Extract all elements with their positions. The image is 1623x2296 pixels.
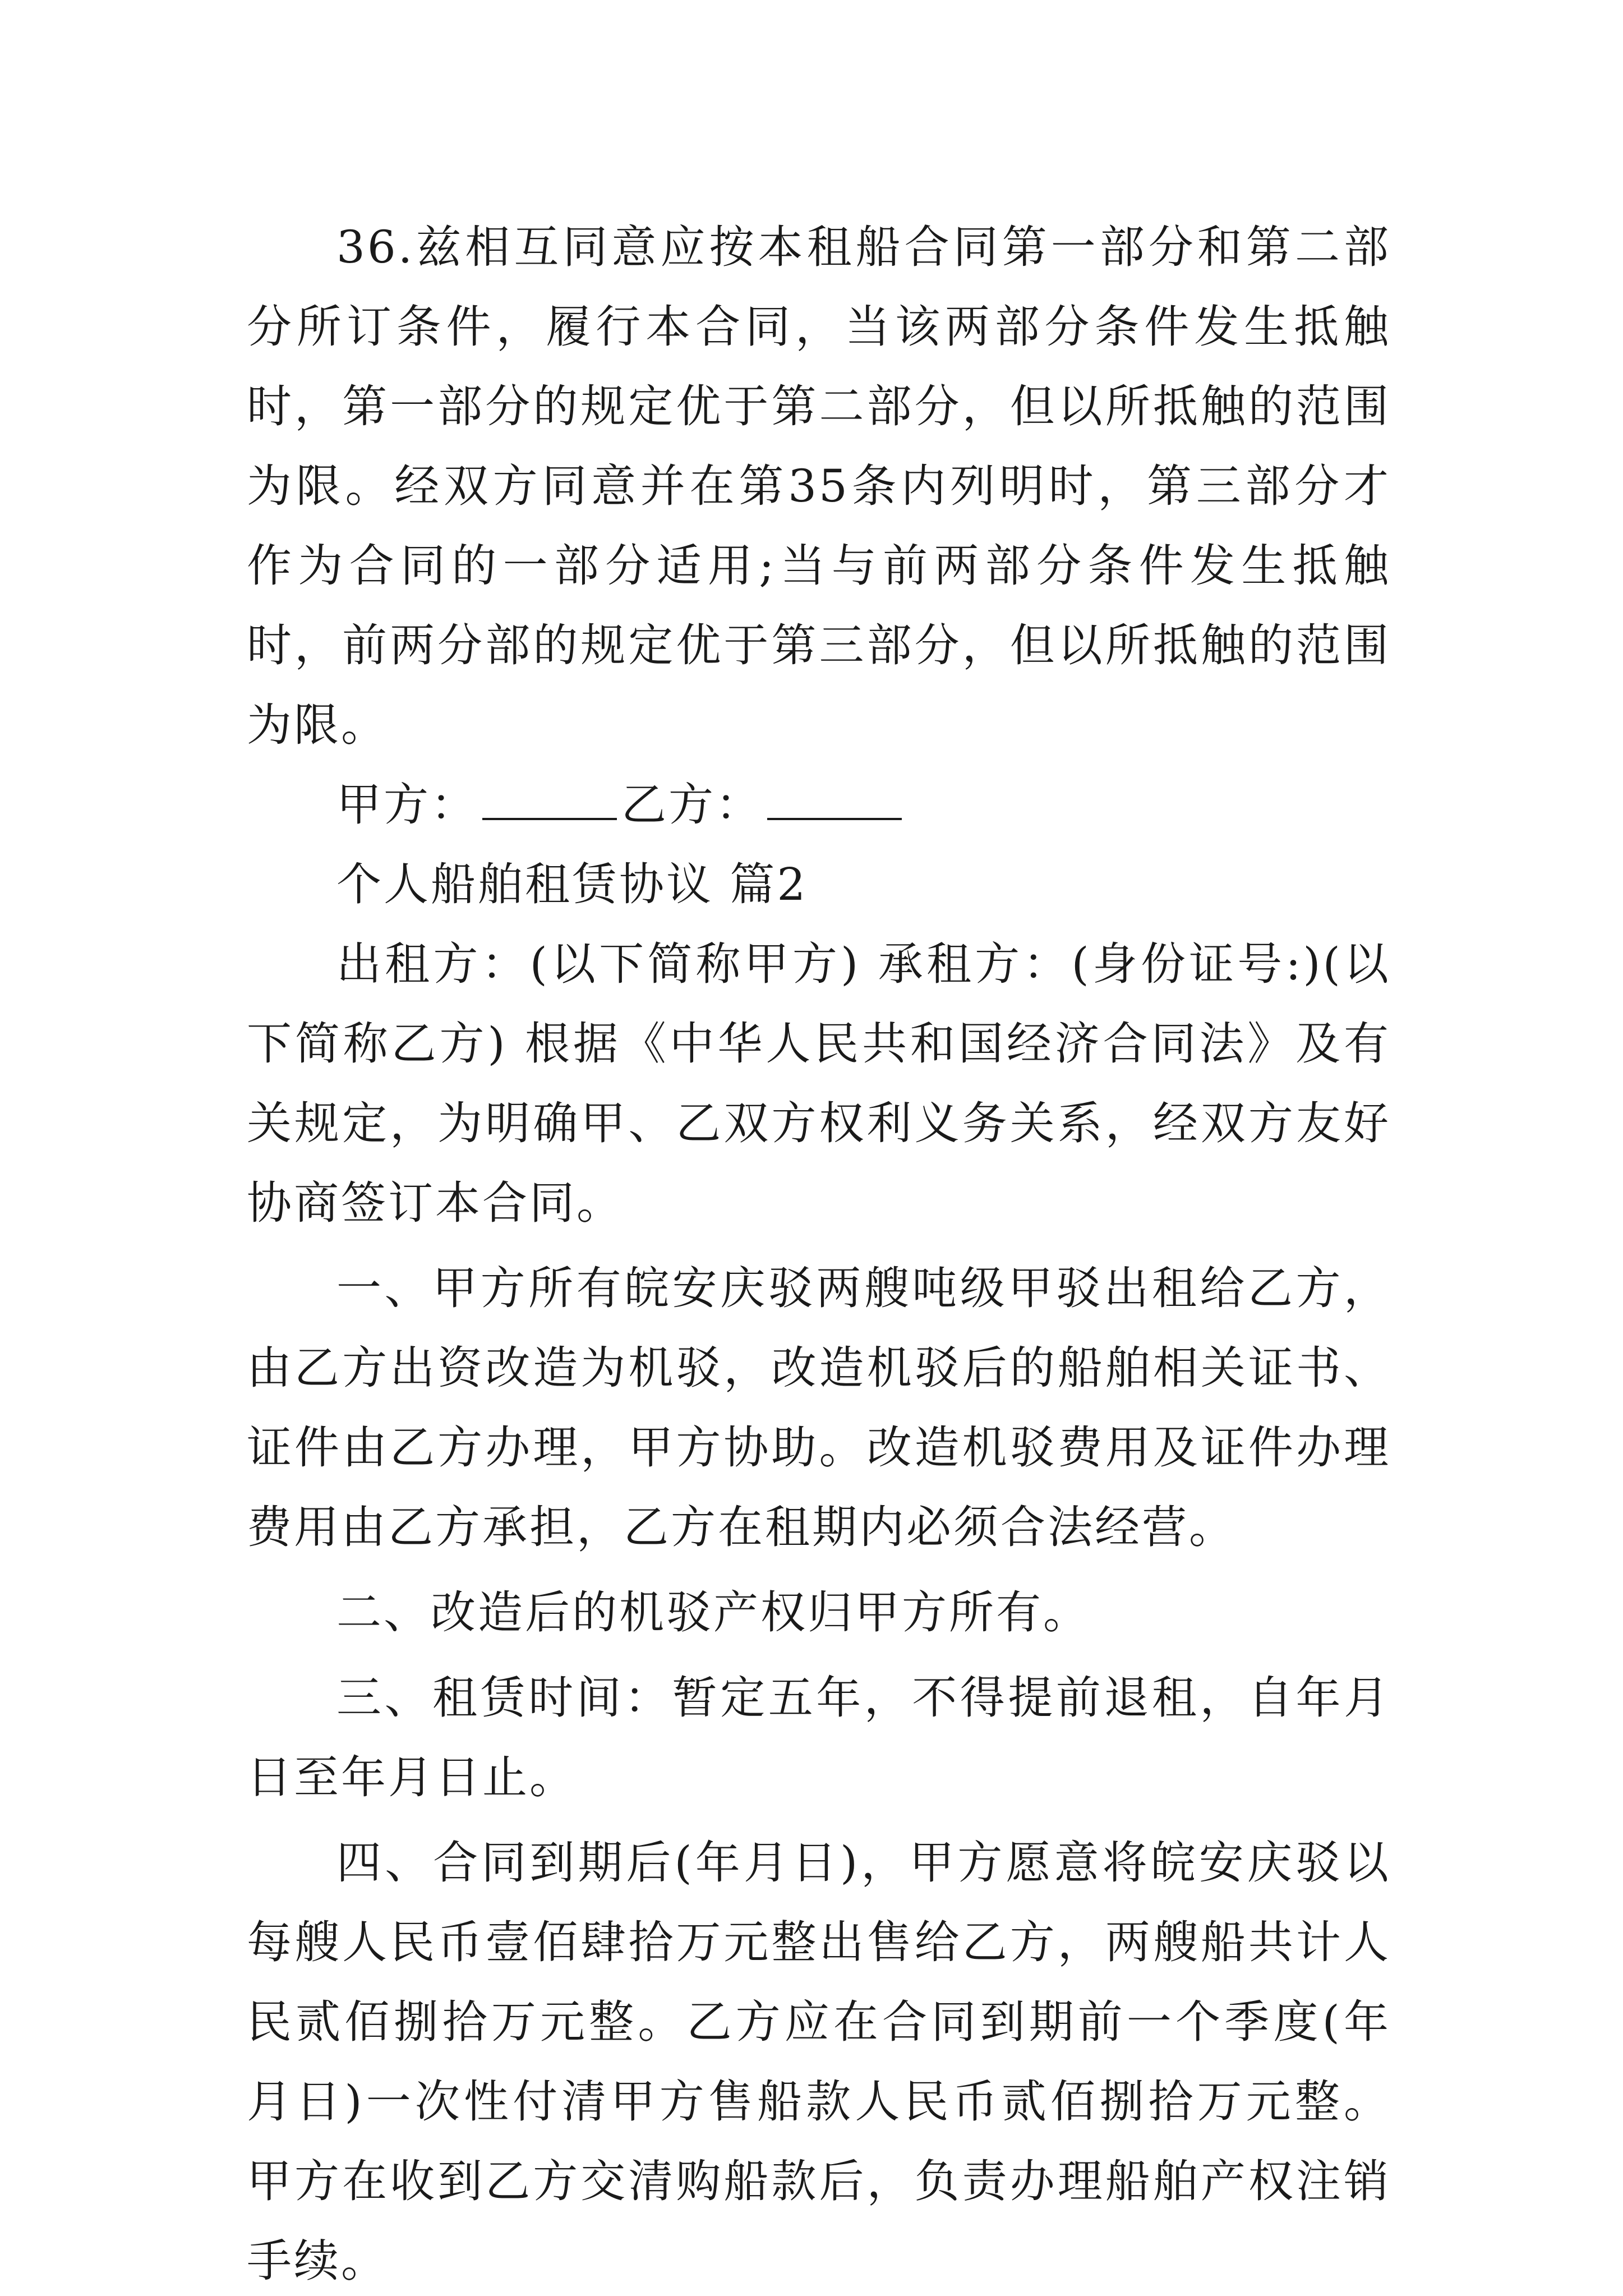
article-2-paragraph: 二、改造后的机驳产权归甲方所有。 xyxy=(336,1586,1090,1639)
article-4-paragraph: 四、合同到期后(年月日)，甲方愿意将皖安庆驳以每艘人民币壹佰肆拾万元整出售给乙方，两艘船共计人民贰佰捌拾万元整。乙方应在合同到期前一个季度(年月日)一次性付清甲方售船款人民币贰佰捌拾万元整。甲方在收到乙方交清购船款后，负责办理船舶产权注销手续。 xyxy=(247,1837,1391,2287)
party-b-blank[interactable] xyxy=(767,779,902,820)
document-body xyxy=(247,208,1391,2296)
clause-36-paragraph: 36.兹相互同意应按本租船合同第一部分和第二部分所订条件，履行本合同，当该两部分条件发生抵触时，第一部分的规定优于第二部分，但以所抵触的范围为限。经双方同意并在第35条内列明时，第三部分才作为合同的一部分适用;当与前两部分条件发生抵触时，前两分部的规定优于第三部分，但以所抵触的范围为限。 xyxy=(247,221,1391,751)
party-b-label: 乙方： xyxy=(621,779,763,831)
party-a-blank[interactable] xyxy=(482,779,617,820)
party-a-label: 甲方： xyxy=(336,779,478,831)
section-title: 个人船舶租赁协议 篇2 xyxy=(336,858,808,910)
signature-line xyxy=(247,765,1391,845)
intro-paragraph: 出租方：(以下简称甲方) 承租方：(身份证号:)(以下简称乙方) 根据《中华人民共和国经济合同法》及有关规定，为明确甲、乙双方权利义务关系，经双方友好协商签订本合同。 xyxy=(247,938,1391,1229)
article-1-paragraph: 一、甲方所有皖安庆驳两艘吨级甲驳出租给乙方，由乙方出资改造为机驳，改造机驳后的船舶相关证书、证件由乙方办理，甲方协助。改造机驳费用及证件办理费用由乙方承担，乙方在租期内必须合法经营。 xyxy=(247,1262,1391,1553)
article-3-paragraph: 三、租赁时间：暂定五年，不得提前退租，自年月日至年月日止。 xyxy=(247,1672,1391,1803)
